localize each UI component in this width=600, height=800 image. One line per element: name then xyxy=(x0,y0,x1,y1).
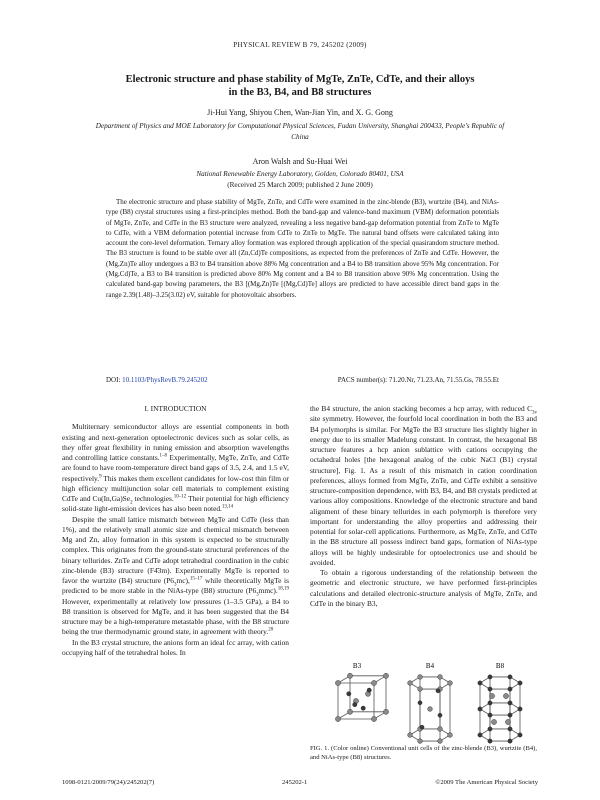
cation-atom xyxy=(488,739,492,743)
cation-atom xyxy=(518,681,522,685)
anion-atom xyxy=(347,673,352,678)
anion-atom xyxy=(438,727,443,732)
anion-atom xyxy=(489,693,494,698)
cation-atom xyxy=(488,701,492,705)
affiliation-1: Department of Physics and MOE Laboratory for Computational Physical Sciences, Fudan University, Shanghai 200433, People's Republic of China xyxy=(95,122,505,141)
citation-ref[interactable]: 13,14 xyxy=(221,504,234,510)
anion-atom xyxy=(418,675,423,680)
abstract: The electronic structure and phase stability of MgTe, ZnTe, and CdTe were examined in the zinc-blende (B3), wurtzite (B4), and NiAs-type (B8) crystal structures using a first-principles method. Both the band-gap and valence-band maximum (VBM) deformation potentials of MgTe, ZnTe, and CdTe in the B3 structure were analyzed, revealing a less negative band-gap deformation potential from ZnTe to MgTe to CdTe, with a VBM deformation potential increase from CdTe to ZnTe to MgTe. The natural band offsets were calculated taking into account the core-level deformation. Ternary alloy formation was explored through application of the special quasirandom structure method. The B3 structure is found to be stable over all (Zn,Cd)Te compositions, as expected from the preferences of ZnTe and CdTe. However, the (Mg,Zn)Te alloy undergoes a B3 to B4 transition above 88% Mg concentration and a B4 to B8 transition above 95% Mg concentration. For (Mg,Cd)Te, a B3 to B4 transition is predicted above 80% Mg content and a B4 to B8 transition above 90% Mg concentration. Using the calculated band-gap bowing parameters, the B3 [(Mg,Zn)Te [(Mg,Cd)Te] alloys are predicted to have accessible direct band gaps in the range 2.39(1.48)–3.25(3.02) eV, suitable for photovoltaic absorbers. xyxy=(106,198,499,299)
doi-link[interactable]: 10.1103/PhysRevB.79.245202 xyxy=(122,376,208,384)
footer-page-number: 245202-1 xyxy=(282,779,308,786)
cation-atom xyxy=(418,701,422,705)
intro-paragraph-2: Despite the small lattice mismatch between MgTe and CdTe (less than 1%), and the relatively small atomic size and chemical mismatch between Mg and Zn, alloy formation in this system is expected to be structurally complex. This originates from the ground-state structural preferences of the binary tellurides. ZnTe and CdTe adopt tetrahedral coordination in the cubic zinc-blende (B3) structure (F4̄3m). Experimentally MgTe is reported to favor the wurtzite (B4) structure $(P6_3mc),^{15-17}$ while theoretically MgTe is predicted to be more stable in the NiAs-type (B8) structure $(P6_3mmc).^{18,19}$ However, experimentally at relatively low pressures (1–3.5 GPa), a B4 to B8 transition is observed for MgTe, and it has been suggested that the B4 structure may be a high-temperature metastable phase, with the B8 structure being the true thermodynamic ground state, in agreement with theory.$^{20}$ xyxy=(62,514,289,637)
cation-atom xyxy=(508,687,512,691)
cation-atom xyxy=(488,713,492,717)
cation-atom xyxy=(508,675,512,679)
left-column xyxy=(62,404,289,658)
cation-atom xyxy=(518,707,522,711)
figure-1-caption: FIG. 1. (Color online) Conventional unit cells of the zinc-blende (B3), wurtzite (B4), and NiAs-type (B8) structures. xyxy=(310,745,537,761)
citation-ref[interactable]: 10–12 xyxy=(173,494,187,500)
cation-atom xyxy=(347,692,351,696)
title-line-1: Electronic structure and phase stability of MgTe, ZnTe, CdTe, and their alloys xyxy=(125,74,475,85)
anion-atom xyxy=(335,680,340,685)
fig-label-b4: B4 xyxy=(425,662,435,670)
paper-title xyxy=(60,73,540,99)
figure-1-unit-cells xyxy=(330,661,530,753)
anion-atom xyxy=(371,716,376,721)
anion-atom xyxy=(418,739,423,744)
footer-issn: 1098-0121/2009/79(24)/245202(7) xyxy=(62,779,155,786)
cation-atom xyxy=(478,733,482,737)
author-list-1: Ji-Hui Yang, Shiyou Chen, Wan-Jian Yin, and X. G. Gong xyxy=(207,108,393,117)
affiliation-2: National Renewable Energy Laboratory, Golden, Colorado 80401, USA xyxy=(196,170,404,178)
citation-ref[interactable]: 20 xyxy=(268,627,274,633)
anion-atom xyxy=(491,719,496,724)
citation-ref[interactable]: 9 xyxy=(99,474,102,480)
cation-atom xyxy=(367,688,371,692)
anion-atom xyxy=(448,681,453,686)
anion-atom xyxy=(438,675,443,680)
doi-line xyxy=(106,376,499,384)
anion-atom xyxy=(503,693,508,698)
cation-atom xyxy=(508,701,512,705)
right-paragraph-2: To obtain a rigorous understanding of the relationship between the geometric and electronic structure, we have performed first-principles calculations and detailed electronic-structure analysis of MgTe, ZnTe, and CdTe in the binary B3, xyxy=(310,568,537,608)
received-dates: (Received 25 March 2009; published 2 June 2009) xyxy=(227,181,373,189)
doi-label: DOI: xyxy=(106,376,121,384)
cation-atom xyxy=(508,713,512,717)
cation-atom xyxy=(420,725,424,729)
cation-atom xyxy=(436,689,440,693)
cation-atom xyxy=(478,707,482,711)
right-column xyxy=(310,404,537,609)
anion-atom xyxy=(347,709,352,714)
fig-label-b3: B3 xyxy=(352,662,362,670)
title-line-2: in the B3, B4, and B8 structures xyxy=(228,87,372,98)
anion-atom xyxy=(408,681,413,686)
cation-atom xyxy=(438,713,442,717)
cation-atom xyxy=(353,702,357,706)
cation-atom xyxy=(488,727,492,731)
author-list-2: Aron Walsh and Su-Huai Wei xyxy=(252,157,348,166)
unit-cell-b3 xyxy=(335,673,388,721)
unit-cell-b4 xyxy=(408,675,453,744)
section-heading: I. INTRODUCTION xyxy=(144,404,207,413)
citation-ref[interactable]: 18,19 xyxy=(277,586,289,592)
fig-label-b8: B8 xyxy=(495,662,505,670)
pacs-numbers: PACS number(s): 71.20.Nr, 71.23.An, 71.55.Gs, 78.55.Et xyxy=(337,376,499,384)
anion-atom xyxy=(408,733,413,738)
anion-atom xyxy=(418,687,423,692)
anion-atom xyxy=(383,709,388,714)
anion-atom xyxy=(448,733,453,738)
intro-paragraph-3: In the B3 crystal structure, the anions form an ideal fcc array, with cation occupying half of the tetrahedral holes. In xyxy=(62,637,289,657)
intro-paragraph-1: Multiternary semiconductor alloys are essential components in both existing and next-generation optoelectronic devices such as solar cells, as they offer great flexibility in tuning emission and absorption wavelengths and controlling lattice constants.$^{1-8}$ Experimentally, MgTe, ZnTe, and CdTe are found to have room-temperature direct band gaps of 3.5, 2.4, and 1.5 eV, respectively.$^9$ This makes them excellent candidates for low-cost thin film or high efficiency multijunction solar cell materials to complement existing CdTe and $Cu(In,Ga)Se_2$ technologies.$^{10-12}$ Their potential for high efficiency solid-state light-emission devices has also been noted.$^{13,14}$ xyxy=(62,422,289,514)
cation-atom xyxy=(488,675,492,679)
footer-copyright: ©2009 The American Physical Society xyxy=(435,779,538,786)
anion-atom xyxy=(505,719,510,724)
anion-atom xyxy=(383,673,388,678)
cation-atom xyxy=(478,681,482,685)
anion-atom xyxy=(428,707,433,712)
cation-atom xyxy=(518,733,522,737)
cation-atom xyxy=(508,739,512,743)
unit-cell-b8 xyxy=(478,675,522,744)
citation-ref[interactable]: 1–8 xyxy=(159,453,168,459)
cation-atom xyxy=(488,687,492,691)
anion-atom xyxy=(335,716,340,721)
cation-atom xyxy=(508,727,512,731)
anion-atom xyxy=(438,739,443,744)
journal-header: PHYSICAL REVIEW B 79, 245202 (2009) xyxy=(233,41,367,49)
citation-ref[interactable]: 15–17 xyxy=(189,576,203,582)
right-paragraph-1: the B4 structure, the anion stacking becomes a hcp array, with reduced $C_{3v}$ site symmetry. However, the fourfold local coordination in both the B3 and B4 polymorphs is similar. For MgTe the B3 structure lies slightly higher in energy due to its smaller Madelung constant. In contrast, the hexagonal B8 structure features a hcp anion sublattice with cations occupying the octahedral holes [the hexagonal analog of the cubic NaCl (B1) crystal structure], Fig. 1. As a result of this mismatch in cation coordination preferences, alloys formed from MgTe, ZnTe, and CdTe exhibit a sensitive structure-composition dependence, with B3, B4, and B8 crystals predicted at various alloy compositions. Knowledge of the electronic structure and band alignment of these binary tellurides in each polymorph is therefore very important for understanding the alloy properties and addressing their potential for solar-cell applications. Furthermore, as MgTe, ZnTe, and CdTe in the B8 structure all possess indirect band gaps, formation of NiAs-type alloys will be highly undesirable for optoelectronics use and should be avoided. xyxy=(310,404,537,567)
anion-atom xyxy=(371,680,376,685)
cation-atom xyxy=(361,706,365,710)
